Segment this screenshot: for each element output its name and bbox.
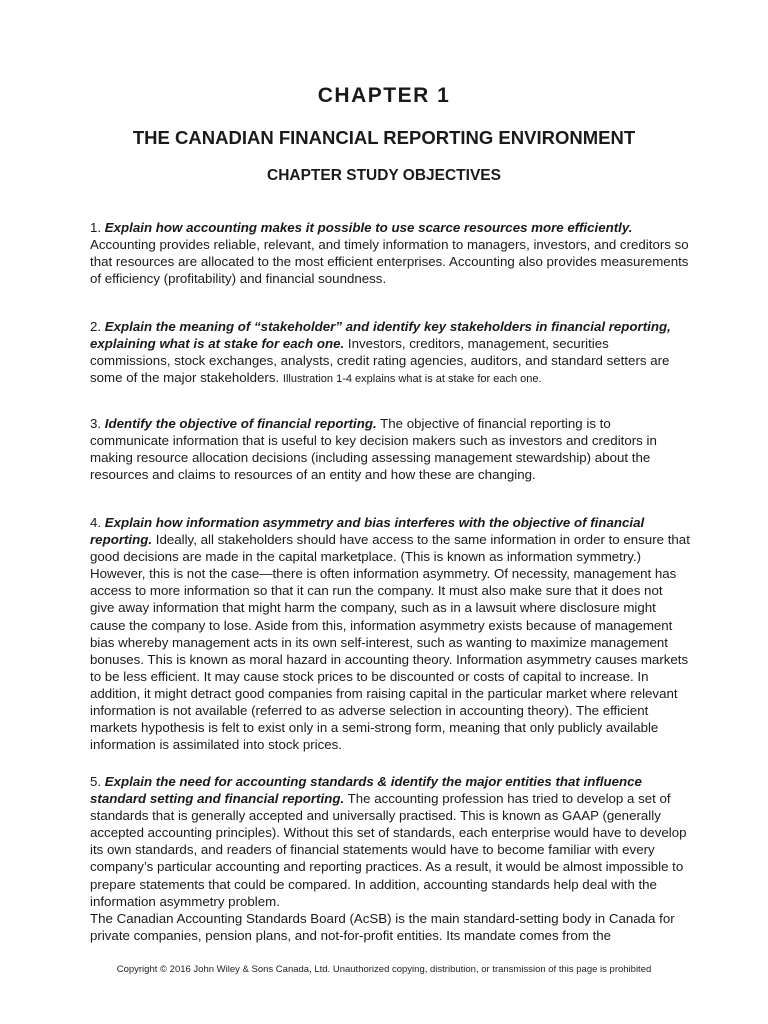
chapter-title: THE CANADIAN FINANCIAL REPORTING ENVIRONMENT [132,127,636,148]
objective-number: 1. [90,220,105,235]
objective-body: The accounting profession has tried to develop a set of standards that is generally accepted and universally practised. This is known as GAAP (generally accepted accounting principles). Without this set of standards, each enterprise would have to develop its own standards, and readers of financial statements would have to become familiar with every company’s particular accounting and reporting practices. As a result, it would be almost impossible to prepare statements that could be compared. In addition, accounting standards help deal with the information asymmetry problem. [90,791,687,909]
objective-2 [90,318,690,388]
objective-heading: Explain the meaning of “stakeholder” and identify key stakeholders in financial reporting, explaining what is at stake for each one. [90,319,671,352]
objective-3 [90,415,690,483]
copyright-footer: Copyright © 2016 John Wiley & Sons Canada, Ltd. Unauthorized copying, distribution, or transmission of this page is prohibited [116,964,652,975]
objective-heading: Explain how accounting makes it possible to use scarce resources more efficiently. [104,220,633,235]
objective-5 [90,773,690,944]
section-heading: CHAPTER STUDY OBJECTIVES [267,167,501,184]
objective-body: The objective of financial reporting is to communicate information that is useful to key decision makers such as investors and creditors in making resource allocation decisions (including assessing management stewardship) about the resources and claims to resources of an entity and how these are changing. [90,416,657,483]
objective-number: 4. [90,515,105,530]
chapter-heading: CHAPTER 1 [317,84,451,107]
objective-4 [90,514,690,753]
objective-number: 2. [90,319,105,334]
objective-body: Ideally, all stakeholders should have access to the same information in order to ensure that good decisions are made in the capital marketplace. (This is known as information symmetry.) However, this is not the case—there is often information asymmetry. Of necessity, management has access to more information so that it can run the company. It must also make sure that it does not give away information that might harm the company, such as in a lawsuit where disclosure might cause the company to lose. Aside from this, information asymmetry exists because of management bias whereby management acts in its own self-interest, such as wanting to maximize management bonuses. This is known as moral hazard in accounting theory. Information asymmetry causes markets to be less efficient. It may cause stock prices to be discounted or costs of capital to increase. In addition, it might detract good companies from raising capital in the particular market where relevant information is not available (referred to as adverse selection in accounting theory). The efficient markets hypothesis is felt to exist only in a semi-strong form, meaning that only publicly available information is assimilated into stock prices. [90,532,690,753]
objective-body: Accounting provides reliable, relevant, and timely information to managers, investors, and creditors so that resources are allocated to the most efficient enterprises. Accounting also provides measurements of efficiency (profitability) and financial soundness. [90,237,689,287]
objective-number: 5. [90,774,105,789]
objective-body-continued: The Canadian Accounting Standards Board (AcSB) is the main standard-setting body in Canada for private companies, pension plans, and not-for-profit entities. Its mandate comes from the [90,910,675,943]
objective-number: 3. [90,416,105,431]
objective-heading: Identify the objective of financial reporting. [104,416,377,431]
objective-note: Illustration 1-4 explains what is at stake for each one. [282,373,542,386]
objective-heading: Explain the need for accounting standards & identify the major entities that influence standard setting and financial reporting. [90,774,642,807]
objective-1 [90,219,690,287]
objective-body: Investors, creditors, management, securities commissions, stock exchanges, analysts, credit rating agencies, auditors, and standard setters are some of the major stakeholders. [90,336,670,386]
objective-heading: Explain how information asymmetry and bias interferes with the objective of financial reporting. [90,515,645,548]
